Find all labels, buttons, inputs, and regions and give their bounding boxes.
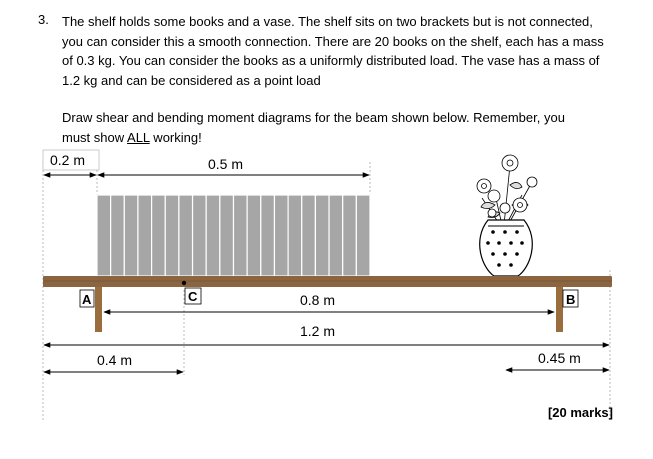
dimension-right-end [506, 350, 609, 370]
book [329, 195, 343, 276]
book [261, 195, 275, 276]
book [302, 195, 316, 276]
dimension-books [98, 156, 369, 175]
book [220, 195, 234, 276]
dimension-left-overhang [43, 150, 99, 175]
point-c-label: C [188, 289, 198, 304]
book [111, 195, 125, 276]
paragraph-1-line-3: of 0.3 kg. You can consider the books as a uniformly distributed load. The vase has a mass of [62, 53, 600, 68]
book [288, 195, 302, 276]
paragraph-2-text-after: working! [149, 129, 202, 145]
flowers [477, 155, 537, 225]
book [138, 195, 152, 276]
book [97, 195, 111, 276]
dimension-a-to-b-label: 0.8 m [300, 292, 336, 308]
support-b-label: B [566, 292, 576, 307]
paragraph-1-line-2: you can consider this a smooth connection. There are 20 books on the shelf, each has a mass [62, 33, 604, 49]
book [315, 195, 329, 276]
book [152, 195, 166, 276]
dimension-a-to-b [104, 292, 554, 312]
dimension-total [44, 323, 609, 345]
book [343, 195, 357, 276]
bracket-a [95, 287, 102, 332]
paragraph-2-line-1: Draw shear and bending moment diagrams for the beam shown below. Remember, you [62, 110, 565, 125]
paragraph-1-line-4: 1.2 kg and can be considered as a point load [62, 72, 321, 88]
book [193, 195, 207, 276]
marks-label: [20 marks] [547, 405, 613, 420]
dimension-right-end-label: 0.45 m [538, 350, 581, 366]
paragraph-1-line-1: The shelf holds some books and a vase. The shelf sits on two brackets but is not connected, [62, 14, 593, 29]
book [234, 195, 248, 276]
point-c-marker [182, 281, 186, 285]
dimension-to-c-label: 0.4 m [97, 352, 133, 368]
vase-point-load [477, 155, 537, 276]
dimension-to-c [44, 352, 183, 372]
emphasis-all: ALL [127, 129, 150, 145]
book [124, 195, 138, 276]
paragraph-2-text-before: must show [62, 129, 128, 145]
book [247, 195, 261, 276]
books-load [97, 195, 370, 276]
dimension-total-label: 1.2 m [300, 323, 336, 339]
vase-body [480, 220, 533, 276]
book [179, 195, 193, 276]
book [356, 195, 370, 276]
bracket-b [556, 287, 563, 332]
dimension-books-label: 0.5 m [208, 156, 244, 172]
book [165, 195, 179, 276]
support-a-label: A [82, 292, 92, 307]
question-number: 3. [38, 12, 49, 27]
shelf-beam [43, 276, 612, 287]
dimension-left-overhang-label: 0.2 m [50, 152, 86, 168]
book [206, 195, 220, 276]
book [274, 195, 288, 276]
